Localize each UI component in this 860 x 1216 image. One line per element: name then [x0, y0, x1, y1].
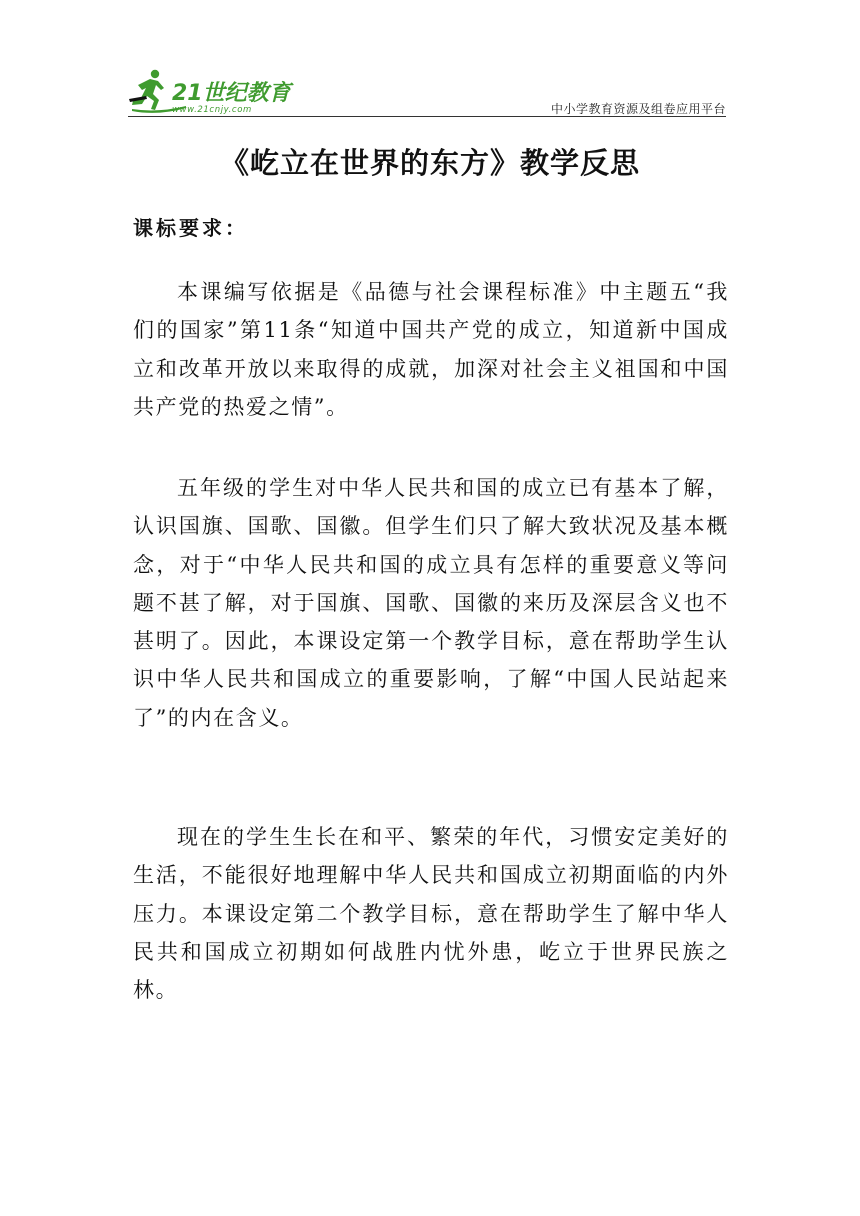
document-title: 《屹立在世界的东方》教学反思 — [219, 146, 640, 180]
header-tagline: 中小学教育资源及组卷应用平台 — [550, 102, 726, 116]
section-heading: 课标要求： — [133, 216, 248, 240]
paragraph-teaching-goal-one: 五年级的学生对中华人民共和国的成立已有基本了解，认识国旗、国歌、国徽。但学生们只了解大致状况及基本概念，对于“中华人民共和国的成立具有怎样的重要意义等问题不甚了解，对于国旗、国歌、国徽的来历及深层含义也不甚明了。因此，本课设定第一个教学目标，意在帮助学生认识中华人民共和国成立的重要影响，了解“中国人民站起来了”的内在含义。 — [133, 476, 729, 730]
header-divider — [128, 116, 726, 117]
logo-text: 21世纪教育 — [172, 81, 291, 106]
paragraph-teaching-goal-two: 现在的学生生长在和平、繁荣的年代，习惯安定美好的生活，不能很好地理解中华人民共和国成立初期面临的内外压力。本课设定第二个教学目标，意在帮助学生了解中华人民共和国成立初期如何战胜内忧外患，屹立于世界民族之林。 — [133, 825, 729, 1003]
logo-url: www.21cnjy.com — [172, 105, 252, 115]
page-header — [128, 68, 726, 120]
21cnjy-logo — [128, 68, 298, 116]
paragraph-curriculum-basis: 本课编写依据是《品德与社会课程标准》中主题五“我们的国家”第11条“知道中国共产党的成立，知道新中国成立和改革开放以来取得的成就，加深对社会主义祖国和中国共产党的热爱之情”。 — [133, 280, 729, 419]
